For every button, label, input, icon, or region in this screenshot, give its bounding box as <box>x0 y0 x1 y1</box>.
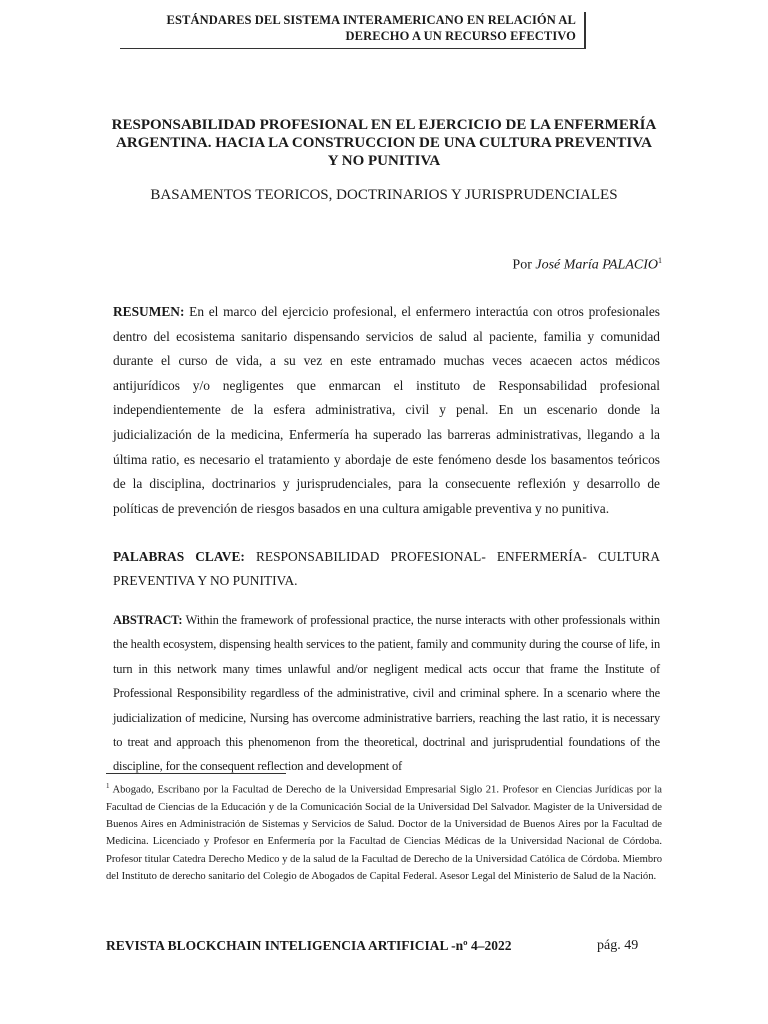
author-footnote-mark[interactable]: 1 <box>658 256 662 265</box>
article-title-line-2: ARGENTINA. HACIA LA CONSTRUCCION DE UNA CULTURA PREVENTIVA <box>116 135 652 151</box>
running-header-line-2: DERECHO A UN RECURSO EFECTIVO <box>345 29 576 43</box>
keywords-text: RESPONSABILIDAD PROFESIONAL- ENFERMERÍA- CULTURA PREVENTIVA Y NO PUNITIVA. <box>113 549 660 588</box>
author-name: José María PALACIO <box>535 257 658 273</box>
article-title <box>100 116 668 170</box>
author-byline <box>512 256 662 274</box>
page-number: pág. 49 <box>597 938 639 953</box>
footnote-separator <box>106 773 286 774</box>
abstract-text: Within the framework of professional practice, the nurse interacts with other professionals within the health ecosystem, dispensing health services to the patient, family and community during the course of life, in turn in this network many times unlawful and/or negligent medical acts occur that frame the Institute of Professional Responsibility regardless of the administrative, civil and criminal sphere. In a scenario where the judicialization of medicine, Nursing has overcome administrative barriers, reaching the last ratio, it is necessary to treat and approach this phenomenon from the theoretical, doctrinal and jurisprudential foundations of the discipline, for the consequent reflection and development of <box>113 613 660 774</box>
article-subtitle: BASAMENTOS TEORICOS, DOCTRINARIOS Y JURISPRUDENCIALES <box>150 187 618 203</box>
resumen-text: En el marco del ejercicio profesional, el enfermero interactúa con otros profesionales dentro del ecosistema sanitario dispensando servicios de salud al paciente, familia y comunidad durante el curso de vida, a su vez en este entramado muchas veces acaecen actos médicos antijurídicos y/o negligentes que enmarcan el instituto de Responsabilidad profesional independientemente de la esfera administrativa, civil y penal. En un escenario donde la judicialización de la medicina, Enfermería ha superado las barreras administrativas, llegando a la última ratio, es necesario el tratamiento y abordaje de este fenómeno desde los basamentos teóricos de la disciplina, doctrinarios y jurisprudenciales, para la consecuente reflexión y desarrollo de políticas de prevención de riesgos basados en una cultura amigable preventiva y no punitiva. <box>113 304 660 516</box>
abstract-paragraph <box>113 608 660 774</box>
keywords-label: PALABRAS CLAVE: <box>113 549 245 564</box>
footnote <box>106 778 662 885</box>
byline-prefix: Por <box>512 257 532 273</box>
resumen-label: RESUMEN: <box>113 304 185 319</box>
article-title-line-3: Y NO PUNITIVA <box>327 153 441 169</box>
running-header <box>120 12 586 49</box>
article-title-line-1: RESPONSABILIDAD PROFESIONAL EN EL EJERCICIO DE LA ENFERMERÍA <box>111 117 657 133</box>
footnote-text: Abogado, Escribano por la Facultad de Derecho de la Universidad Empresarial Siglo 21. Profesor en Ciencias Jurídicas por la Facultad de Ciencias de la Educación y de la Comunicación Social de la Universidad Del Salvador. Magister de la Universidad de Buenos Aires en Administración de Sistemas y Servicios de Salud. Doctor de la Universidad de Buenos Aires por la Facultad de Medicina. Licenciado y Profesor en Enfermería por la Facultad de Ciencias Médicas de la Universidad Nacional de Córdoba. Profesor titular Catedra Derecho Medico y de la salud de la Facultad de Derecho de la Universidad Católica de Córdoba. Miembro del Instituto de derecho sanitario del Colegio de Abogados de Capital Federal. Asesor Legal del Ministerio de Salud de la Nación. <box>106 784 662 883</box>
journal-footer: REVISTA BLOCKCHAIN INTELIGENCIA ARTIFICIAL -nº 4–2022 <box>106 938 512 953</box>
footnote-mark: 1 <box>106 782 110 790</box>
resumen-paragraph <box>113 300 660 521</box>
abstract-label: ABSTRACT: <box>113 613 183 627</box>
keywords-paragraph <box>113 545 660 593</box>
running-header-line-1: ESTÁNDARES DEL SISTEMA INTERAMERICANO EN RELACIÓN AL <box>166 13 576 27</box>
